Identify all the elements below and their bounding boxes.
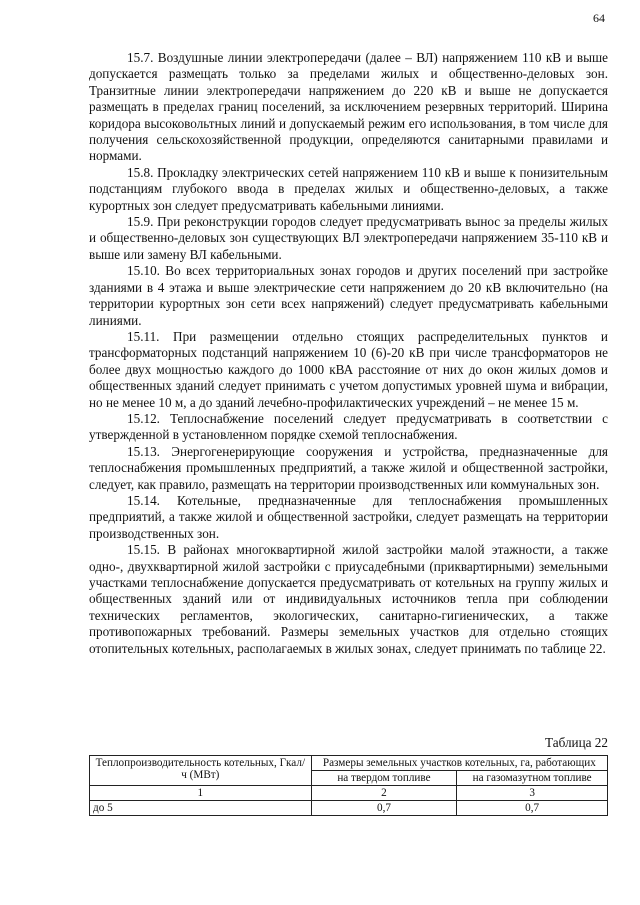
table-cell-capacity: до 5	[90, 801, 312, 816]
table-cell-solid: 0,7	[311, 801, 457, 816]
table-caption: Таблица 22	[545, 735, 608, 750]
body-text	[89, 50, 608, 657]
boiler-land-table	[89, 755, 608, 816]
page-number: 64	[593, 11, 605, 25]
table-row	[90, 801, 608, 816]
column-number: 1	[90, 786, 312, 801]
paragraph-15-14: 15.14. Котельные, предназначенные для теплоснабжения промышленных предприятий, а также жилой и общественной застройки, следует размещать на территории производственных зон.	[89, 492, 608, 541]
column-number: 2	[311, 786, 457, 801]
paragraph-15-8: 15.8. Прокладку электрических сетей напряжением 110 кВ и выше к понизительным подстанциям глубокого ввода в пределах жилых и общественно-деловых, а также курортных зон следует предусматривать кабельными линиями.	[89, 164, 608, 213]
paragraph-15-11: 15.11. При размещении отдельно стоящих распределительных пунктов и трансформаторных подстанций напряжением 10 (6)-20 кВ при числе трансформаторов не более двух мощностью каждого до 1000 кВА расстояние от них до окон жилых домов и общественных зданий следует принимать с учетом допустимых уровней шума и вибрации, но не менее 10 м, а до зданий лечебно-профилактических учреждений – не менее 15 м.	[89, 328, 608, 410]
paragraph-15-10: 15.10. Во всех территориальных зонах городов и других поселений при застройке зданиями в 4 этажа и выше электрические сети напряжением до 20 кВ включительно (на территории курортных зон сети всех напряжений) следует предусматривать кабельными линиями.	[89, 263, 608, 328]
paragraph-15-9: 15.9. При реконструкции городов следует предусматривать вынос за пределы жилых и общественно-деловых зон существующих ВЛ электропередачи напряжением 35-110 кВ и выше или замену ВЛ кабельными.	[89, 214, 608, 262]
column-number: 3	[457, 786, 608, 801]
table-cell-gas: 0,7	[457, 801, 608, 816]
header-capacity: Теплопроизводительность котельных, Гкал/ч (МВт)	[90, 756, 312, 786]
header-land-size: Размеры земельных участков котельных, га, работающих	[311, 756, 607, 771]
paragraph-15-7: 15.7. Воздушные линии электропередачи (далее – ВЛ) напряжением 110 кВ и выше допускается размещать только за пределами жилых и общественно-деловых зон. Транзитные линии электропередачи напряжением до 220 кВ и выше не допускается размещать в пределах границ поселений, за исключением резервных территорий. Ширина коридора высоковольтных линий и допускаемый режим его использования, в том числе для получения сельскохозяйственной продукции, определяются санитарными правилами и нормами.	[89, 50, 608, 164]
header-solid-fuel: на твердом топливе	[311, 771, 457, 786]
header-gas-oil-fuel: на газомазутном топливе	[457, 771, 608, 786]
paragraph-15-15: 15.15. В районах многоквартирной жилой застройки малой этажности, а также одно-, двухквартирной жилой застройки с приусадебными (приквартирными) земельными участками теплоснабжение допускается предусматривать от котельных на группу жилых и общественных зданий или от индивидуальных источников тепла при соблюдении технических регламентов, экологических, санитарно-гигиенических, а также противопожарных требований. Размеры земельных участков для отдельно стоящих отопительных котельных, располагаемых в жилых зонах, следует принимать по таблице 22.	[89, 542, 608, 656]
table-header-row	[90, 756, 608, 771]
paragraph-15-12: 15.12. Теплоснабжение поселений следует предусматривать в соответствии с утвержденной в установленном порядке схемой теплоснабжения.	[89, 410, 608, 443]
table-numbering-row	[90, 786, 608, 801]
paragraph-15-13: 15.13. Энергогенерирующие сооружения и устройства, предназначенные для теплоснабжения промышленных предприятий, а также жилой и общественной застройки, следует, как правило, размещать на территории производственных или коммунальных зон.	[89, 443, 608, 492]
